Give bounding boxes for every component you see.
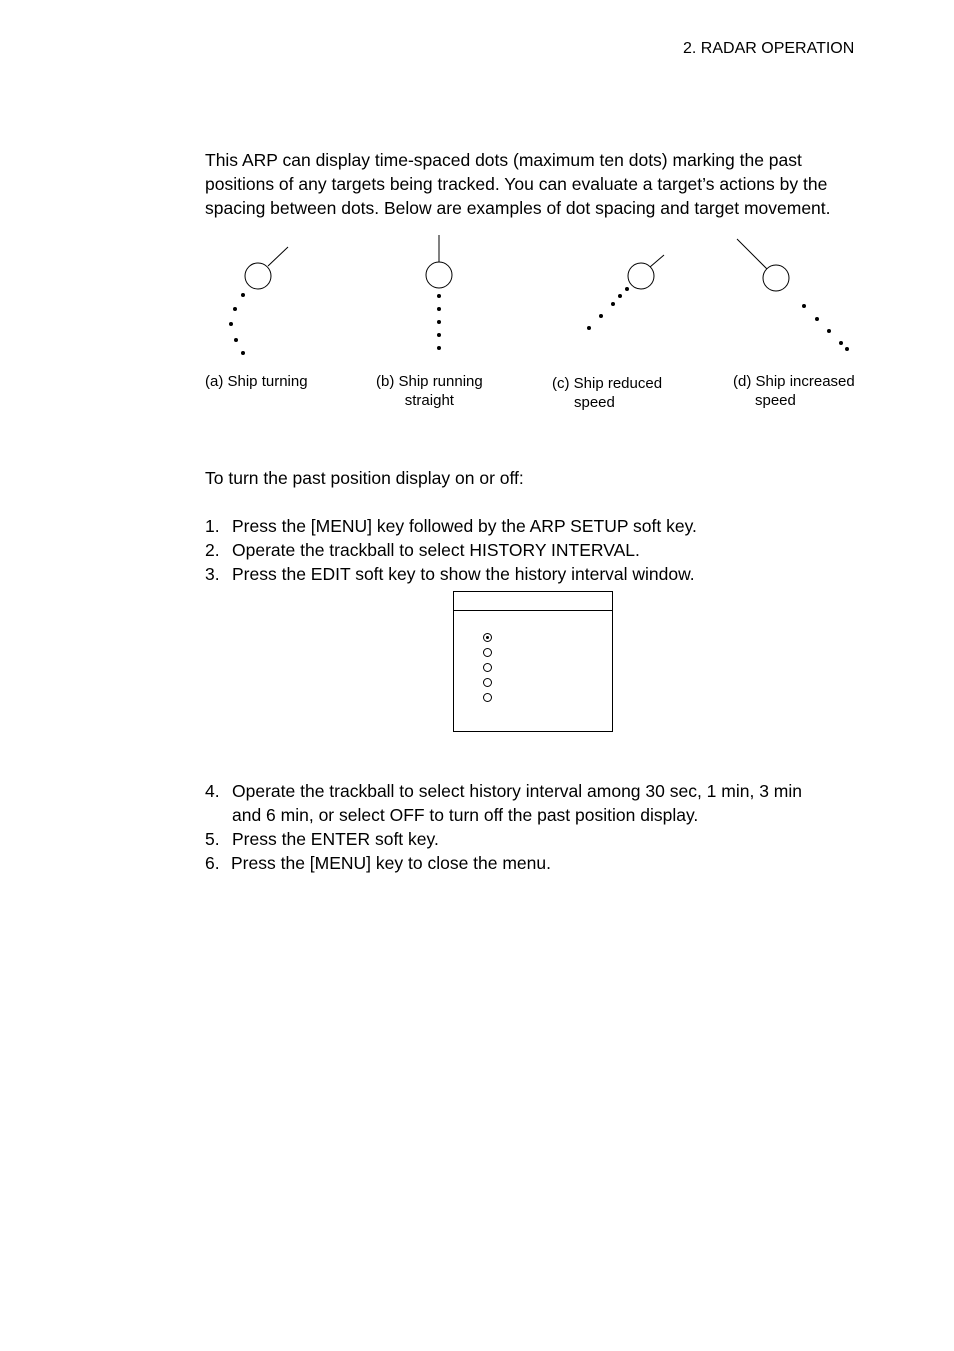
step-line: Press the [MENU] key followed by the ARP SETUP soft key. [232,516,697,536]
history-option-radio[interactable] [483,693,492,702]
figure-a-ship-turning [229,247,288,355]
figure-d-ship-increased-speed [737,239,849,351]
figure-caption-b [376,372,483,410]
step-text [231,851,551,875]
figure-caption-c [552,374,662,412]
caption-line: speed [755,392,796,409]
caption-line: (b) Ship running [376,373,483,390]
history-interval-window [453,591,613,732]
window-title-bar [454,592,612,611]
target-symbol [245,263,271,289]
step-line: and 6 min, or select OFF to turn off the past position display. [232,805,699,825]
past-position-dots [437,294,441,350]
step-text [232,514,697,538]
step-line: Press the [MENU] key to close the menu. [231,853,551,873]
step-line: Operate the trackball to select HISTORY INTERVAL. [232,540,640,560]
figure-caption-a [205,372,308,391]
caption-line: straight [404,392,454,409]
history-option-radio[interactable] [483,663,492,672]
step-number: 2. [205,540,220,560]
past-position-figures [0,0,954,420]
past-position-dots [587,287,629,330]
step-line: Press the EDIT soft key to show the history interval window. [232,564,695,584]
step-number: 4. [205,781,220,801]
figure-caption-d [733,372,855,410]
step-line: Operate the trackball to select history interval among 30 sec, 1 min, 3 min [232,781,802,801]
vector-line [737,239,767,269]
step-number: 6. [205,853,220,873]
intro-line: spacing between dots. Below are examples of dot spacing and target movement. [205,198,831,218]
step-text [232,827,439,851]
past-position-dots [802,304,849,351]
step-line: Press the ENTER soft key. [232,829,439,849]
intro-line: This ARP can display time-spaced dots (maximum ten dots) marking the past [205,150,802,170]
vector-line [650,255,664,267]
past-position-dots [229,293,245,355]
step-number: 3. [205,564,220,584]
caption-line: (c) Ship reduced [552,375,663,392]
procedure-lead: To turn the past position display on or off: [205,468,524,488]
figure-c-ship-reduced-speed [587,255,664,330]
intro-line: positions of any targets being tracked. You can evaluate a target’s actions by the [205,174,828,194]
step-text [232,538,640,562]
history-option-radio[interactable] [483,633,492,642]
step-number: 5. [205,829,220,849]
step-number: 1. [205,516,220,536]
step-text [232,779,802,827]
figure-b-ship-straight [426,235,452,350]
step-text [232,562,695,586]
caption-line: (a) Ship turning [205,373,308,390]
target-symbol [426,262,452,288]
section-header: 2. RADAR OPERATION [683,40,855,57]
vector-line [268,247,288,266]
caption-line: speed [574,394,615,411]
history-option-radio[interactable] [483,678,492,687]
history-option-radio[interactable] [483,648,492,657]
caption-line: (d) Ship increased [733,373,855,390]
